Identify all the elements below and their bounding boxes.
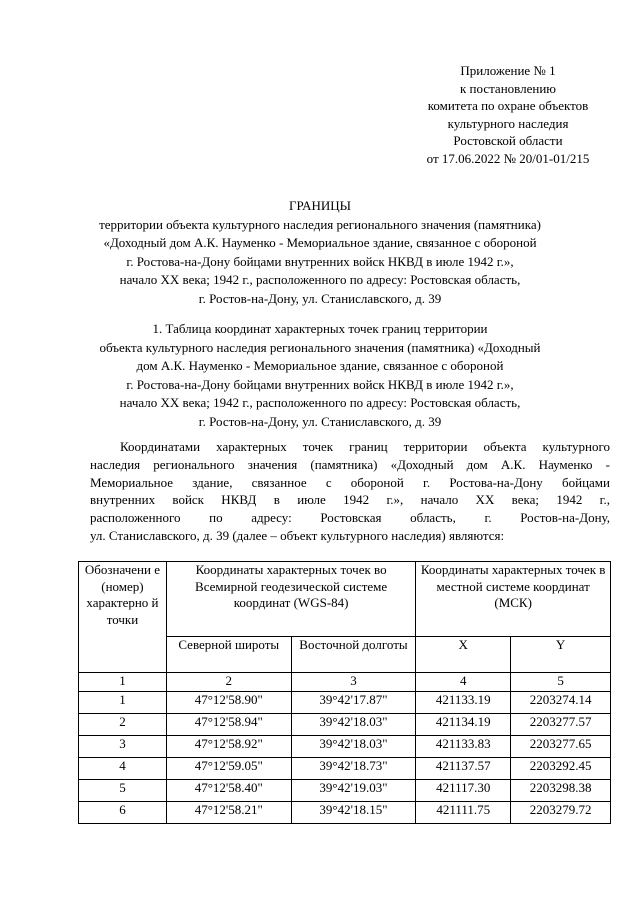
title-heading: ГРАНИЦЫ <box>289 198 351 213</box>
latitude: 47°12'58.21" <box>166 802 291 824</box>
longitude: 39°42'18.73" <box>291 758 416 780</box>
table-header-row <box>79 562 611 637</box>
table-row <box>79 780 611 802</box>
title-line: г. Ростов-на-Дону, ул. Станиславского, д. 39 <box>198 290 442 306</box>
longitude: 39°42'19.03" <box>291 780 416 802</box>
table-row <box>79 736 611 758</box>
column-number: 4 <box>416 673 511 692</box>
coord-y: 2203279.72 <box>511 802 611 824</box>
header-wgs-cell: Координаты характерных точек во Всемирной геодезической системе координат (WGS-84) <box>166 562 415 637</box>
header-point-cell: Обозначени е (номер) характерно й точки <box>79 562 167 673</box>
latitude: 47°12'58.92" <box>166 736 291 758</box>
subheader-north: Северной широты <box>166 637 291 673</box>
appendix-line: к постановлению <box>459 80 557 96</box>
longitude: 39°42'18.03" <box>291 736 416 758</box>
longitude: 39°42'17.87" <box>291 692 416 714</box>
appendix-line: Ростовской области <box>453 133 563 148</box>
table-caption-line: объекта культурного наследия регионального значения (памятника) «Доходный <box>99 339 541 355</box>
coord-y: 2203277.57 <box>511 714 611 736</box>
point-number: 2 <box>79 714 167 736</box>
document-title <box>60 197 580 308</box>
title-line: начало XX века; 1942 г., расположенного по адресу: Ростовская область, <box>119 272 521 287</box>
coordinates-table <box>78 561 611 824</box>
appendix-line: Приложение № 1 <box>460 63 556 78</box>
latitude: 47°12'59.05" <box>166 758 291 780</box>
title-line: г. Ростова-на-Дону бойцами внутренних войск НКВД в июле 1942 г.», <box>126 253 514 269</box>
paragraph-line: внутренних войск НКВД в июле 1942 г.», начало XX века; 1942 г., <box>90 492 610 508</box>
appendix-line: от 17.06.2022 № 20/01-01/215 <box>426 150 590 166</box>
title-line: территории объекта культурного наследия регионального значения (памятника) <box>99 216 541 232</box>
table-caption-line: 1. Таблица координат характерных точек границ территории <box>152 321 488 336</box>
paragraph-line: наследия регионального значения (памятника) «Доходный дом А.К. Науменко - <box>90 456 610 472</box>
table-caption-line: начало XX века; 1942 г., расположенного по адресу: Ростовская область, <box>119 395 521 410</box>
coord-y: 2203274.14 <box>511 692 611 714</box>
point-number: 4 <box>79 758 167 780</box>
coord-y: 2203277.65 <box>511 736 611 758</box>
latitude: 47°12'58.94" <box>166 714 291 736</box>
coord-x: 421137.57 <box>416 758 511 780</box>
header-msk-cell: Координаты характерных точек в местной системе координат (МСК) <box>416 562 611 637</box>
coord-x: 421133.83 <box>416 736 511 758</box>
point-number: 3 <box>79 736 167 758</box>
table-row <box>79 692 611 714</box>
point-number: 1 <box>79 692 167 714</box>
column-number: 3 <box>291 673 416 692</box>
coord-x: 421117.30 <box>416 780 511 802</box>
table-row <box>79 758 611 780</box>
coord-y: 2203292.45 <box>511 758 611 780</box>
longitude: 39°42'18.03" <box>291 714 416 736</box>
appendix-line: культурного наследия <box>447 115 569 131</box>
subheader-x: X <box>416 637 511 673</box>
table-row <box>79 802 611 824</box>
latitude: 47°12'58.90" <box>166 692 291 714</box>
paragraph-line: Координатами характерных точек границ территории объекта культурного <box>120 439 610 454</box>
appendix-line: комитета по охране объектов <box>427 98 589 113</box>
table-caption-line: г. Ростова-на-Дону бойцами внутренних войск НКВД в июле 1942 г.», <box>126 376 514 392</box>
column-number: 5 <box>511 673 611 692</box>
appendix-header <box>408 62 608 167</box>
coord-y: 2203298.38 <box>511 780 611 802</box>
subheader-east: Восточной долготы <box>291 637 416 673</box>
coord-x: 421133.19 <box>416 692 511 714</box>
table-row <box>79 714 611 736</box>
column-number: 2 <box>166 673 291 692</box>
table-caption <box>60 320 580 431</box>
paragraph-line: ул. Станиславского, д. 39 (далее – объект культурного наследия) являются: <box>90 527 505 543</box>
title-line: «Доходный дом А.К. Науменко - Мемориальное здание, связанное с обороной <box>103 235 537 250</box>
subheader-y: Y <box>511 637 611 673</box>
paragraph-line: расположенного по адресу: Ростовская область, г. Ростов-на-Дону, <box>90 510 610 526</box>
point-number: 6 <box>79 802 167 824</box>
point-number: 5 <box>79 780 167 802</box>
paragraph-line: Мемориальное здание, связанное с обороной г. Ростова-на-Дону бойцами <box>90 474 610 490</box>
column-numbering-row <box>79 673 611 692</box>
table-caption-line: г. Ростов-на-Дону, ул. Станиславского, д. 39 <box>198 413 442 429</box>
column-number: 1 <box>79 673 167 692</box>
coord-x: 421111.75 <box>416 802 511 824</box>
coord-x: 421134.19 <box>416 714 511 736</box>
latitude: 47°12'58.40" <box>166 780 291 802</box>
intro-paragraph <box>90 438 610 545</box>
table-caption-line: дом А.К. Науменко - Мемориальное здание, связанное с обороной <box>136 358 504 373</box>
longitude: 39°42'18.15" <box>291 802 416 824</box>
